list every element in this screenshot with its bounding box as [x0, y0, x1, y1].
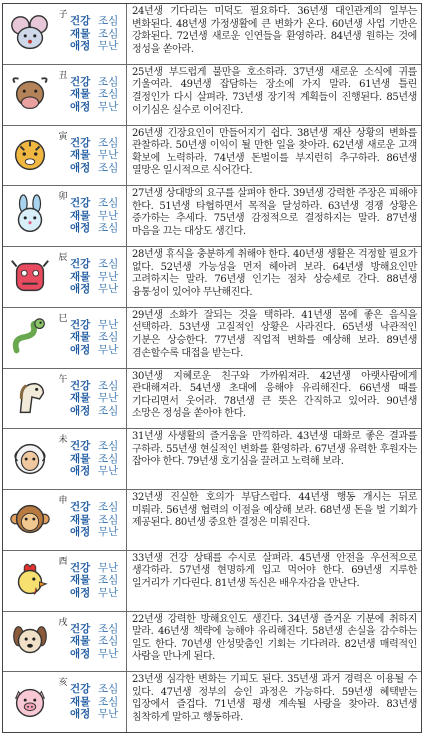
pig-icon	[3, 672, 56, 732]
category-label: 애정	[70, 283, 91, 296]
category-label: 건강	[70, 622, 91, 635]
fortune-row	[3, 369, 421, 430]
category-labels	[70, 490, 98, 550]
category-value: 조심	[98, 88, 119, 101]
category-value: 조심	[98, 136, 119, 149]
category-value: 무난	[98, 209, 119, 222]
fortune-text: 29년생 소화가 잘되는 것을 택하라. 41년생 몸에 좋은 음식을 선택하라. 53년생 고질적인 상황은 사라진다. 65년생 낙관적인 기분은 상승한다. 77년생 직업적 변화를 예상해 보라. 89년생 겸손할수록 대접을 받는다.	[126, 308, 421, 368]
category-label: 애정	[70, 343, 91, 356]
snake-icon	[3, 308, 56, 368]
fortune-text: 31년생 사생활의 즐거움을 만끽하라. 43년생 대화로 좋은 결과를 구하라. 55년생 현실적인 변화를 환영하라. 67년생 유력한 후원자는 잡아야 한다. 79년생 호기심을 끌려고 노력해 보라.	[126, 429, 421, 489]
category-values	[98, 308, 126, 368]
fortune-text: 23년생 심각한 변화는 기피도 된다. 35년생 과거 경력은 이용될 수 있다. 47년생 정부의 승인 과정은 가능하다. 59년생 혜택받는 입장에서 즐겁다. 71년생 평생 계속될 사랑을 찾아라. 83년생 침착하게 말하고 행동하라.	[126, 672, 421, 732]
category-value: 무난	[98, 526, 119, 539]
category-values	[98, 490, 126, 550]
category-label: 애정	[70, 465, 91, 478]
category-label: 애정	[70, 526, 91, 539]
category-label: 애정	[70, 404, 91, 417]
monkey-icon	[3, 490, 56, 550]
category-label: 건강	[70, 258, 91, 271]
horse-icon	[3, 369, 56, 429]
category-label: 재물	[70, 392, 91, 405]
category-value: 무난	[98, 318, 119, 331]
category-label: 건강	[70, 136, 91, 149]
rooster-icon	[3, 551, 56, 611]
fortune-text: 26년생 긴장요인이 만들어지기 쉽다. 38년생 재산 상황의 변화를 관찰하라. 50년생 이익이 될 만한 일을 찾아라. 62년생 새로운 고객 확보에 노력하라. 74년생 돈벌이를 부지런히 추구하라. 86년생 열망은 일시적으로 식어간다.	[126, 126, 421, 186]
category-value: 무난	[98, 270, 119, 283]
category-labels	[70, 369, 98, 429]
category-value: 무난	[98, 343, 119, 356]
fortune-row	[3, 551, 421, 612]
dragon-icon	[3, 247, 56, 307]
category-label: 애정	[70, 161, 91, 174]
category-label: 건강	[70, 197, 91, 210]
zodiac-character: 申	[58, 496, 68, 506]
fortune-row	[3, 308, 421, 369]
fortune-row	[3, 65, 421, 126]
category-values	[98, 672, 126, 732]
fortune-row	[3, 612, 421, 673]
zodiac-character: 未	[58, 435, 68, 446]
category-value: 조심	[98, 197, 119, 210]
category-labels	[70, 308, 98, 368]
category-labels	[70, 4, 98, 64]
fortune-text: 22년생 강력한 방해요인도 생긴다. 34년생 즐거운 기분에 취하지 말라. 46년생 책략에 능해야 유리해진다. 58년생 손실을 감수하는 일도 한다. 70년생 안성맞춤인 기회는 기다려라. 82년생 매력적인 사람을 만나게 된다.	[126, 612, 421, 672]
zodiac-character: 戌	[58, 617, 68, 628]
category-value: 무난	[98, 100, 119, 113]
category-label: 재물	[70, 88, 91, 101]
category-labels	[70, 186, 98, 246]
category-label: 건강	[70, 15, 91, 28]
category-value: 조심	[98, 440, 119, 453]
sheep-icon	[3, 429, 56, 489]
category-value: 조심	[98, 404, 119, 417]
category-values	[98, 612, 126, 672]
category-value: 무난	[98, 149, 119, 162]
fortune-text: 28년생 휴식을 충분하게 취해야 한다. 40년생 생활은 걱정할 필요가 없다. 52년생 가능성을 먼저 헤아려 보라. 64년생 방해요인만 고려하지는 말라. 76년생 인기는 점차 상승세로 간다. 88년생 융통성이 있어야 무난해진다.	[126, 247, 421, 307]
category-value: 무난	[98, 392, 119, 405]
category-value: 조심	[98, 635, 119, 648]
category-values	[98, 369, 126, 429]
fortune-row	[3, 126, 421, 187]
fortune-row	[3, 429, 421, 490]
category-label: 건강	[70, 683, 91, 696]
category-value: 조심	[98, 161, 119, 174]
fortune-text: 24년생 기다리는 미덕도 필요하다. 36년생 대인관계의 일부는 변화된다. 48년생 가정생활에 큰 변화가 온다. 60년생 사업 기반은 강화된다. 72년생 새로운 인연들을 환영하라. 84년생 원하는 것에 정성을 쏟아라.	[126, 4, 421, 64]
fortune-row	[3, 247, 421, 308]
zodiac-character: 辰	[58, 253, 68, 263]
category-label: 건강	[70, 379, 91, 392]
category-label: 애정	[70, 100, 91, 113]
fortune-text: 32년생 진실한 호의가 부담스럽다. 44년생 행동 개시는 뒤로 미뤄라. 56년생 협력의 이점을 예상해 보라. 68년생 돈을 벌 기회가 제공된다. 80년생 중요한 결정은 미뤄진다.	[126, 490, 421, 550]
category-label: 애정	[70, 708, 91, 721]
category-labels	[70, 551, 98, 611]
category-value: 조심	[98, 15, 119, 28]
category-values	[98, 247, 126, 307]
dog-icon	[3, 612, 56, 672]
category-value: 조심	[98, 452, 119, 465]
category-label: 애정	[70, 586, 91, 599]
category-labels	[70, 612, 98, 672]
category-values	[98, 65, 126, 125]
category-label: 재물	[70, 331, 91, 344]
category-value: 조심	[98, 258, 119, 271]
category-label: 재물	[70, 27, 91, 40]
fortune-row	[3, 672, 421, 732]
fortune-table	[2, 3, 422, 733]
category-label: 애정	[70, 647, 91, 660]
fortune-text: 30년생 지혜로운 친구와 가까워져라. 42년생 아랫사람에게 관대해져라. 54년생 초대에 응해야 유리해진다. 66년생 때를 기다리면서 웃어라. 78년생 큰 뜻은 간직하고 있어라. 90년생 소망은 정성을 쏟아야 한다.	[126, 369, 421, 429]
category-value: 조심	[98, 574, 119, 587]
category-label: 건강	[70, 75, 91, 88]
category-value: 조심	[98, 695, 119, 708]
category-label: 재물	[70, 209, 91, 222]
category-value: 조심	[98, 513, 119, 526]
category-values	[98, 551, 126, 611]
category-value: 조심	[98, 75, 119, 88]
category-values	[98, 126, 126, 186]
category-value: 조심	[98, 27, 119, 40]
zodiac-character: 午	[58, 374, 68, 385]
fortune-text: 25년생 부드럽게 불만을 호소하라. 37년생 새로운 소식에 귀를 기울여라. 49년생 잡담하는 장소에 가지 말라. 61년생 틀린 결정인가 다시 살펴라. 73년생 장기적 계획들이 진행된다. 85년생 이기심은 실수로 이어진다.	[126, 65, 421, 125]
category-value: 무난	[98, 465, 119, 478]
category-labels	[70, 672, 98, 732]
fortune-row	[3, 4, 421, 65]
zodiac-character: 酉	[58, 556, 68, 567]
fortune-text: 33년생 건강 상태를 수시로 살펴라. 45년생 안전을 우선적으로 생각하라. 57년생 현명하게 입고 먹어야 한다. 69년생 지루한 일거리가 기다린다. 81년생 독신은 배우자감을 만난다.	[126, 551, 421, 611]
tiger-icon	[3, 126, 56, 186]
fortune-row	[3, 186, 421, 247]
category-value: 무난	[98, 561, 119, 574]
zodiac-character: 亥	[58, 678, 68, 689]
category-labels	[70, 126, 98, 186]
category-labels	[70, 429, 98, 489]
zodiac-character: 巳	[58, 313, 68, 324]
category-label: 재물	[70, 635, 91, 648]
category-label: 건강	[70, 501, 91, 514]
category-value: 무난	[98, 647, 119, 660]
category-value: 무난	[98, 586, 119, 599]
category-value: 무난	[98, 283, 119, 296]
category-label: 건강	[70, 318, 91, 331]
zodiac-character: 丑	[58, 70, 68, 81]
category-value: 조심	[98, 331, 119, 344]
category-value: 무난	[98, 708, 119, 721]
category-label: 건강	[70, 561, 91, 574]
category-values	[98, 4, 126, 64]
category-label: 건강	[70, 440, 91, 453]
category-value: 무난	[98, 40, 119, 53]
category-value: 조심	[98, 622, 119, 635]
zodiac-character: 卯	[58, 192, 68, 203]
rat-icon	[3, 4, 56, 64]
category-label: 재물	[70, 149, 91, 162]
fortune-text: 27년생 상대방의 요구를 살펴야 한다. 39년생 강력한 주장은 피해야 한다. 51년생 타협하면서 목적을 달성하라. 63년생 경쟁 상황은 증가하는 추세다. 75년생 감정적으로 결정하지는 말라. 87년생 마음을 끄는 대상도 생긴다.	[126, 186, 421, 246]
category-label: 재물	[70, 574, 91, 587]
category-label: 애정	[70, 222, 91, 235]
category-labels	[70, 65, 98, 125]
ox-icon	[3, 65, 56, 125]
category-label: 재물	[70, 270, 91, 283]
category-values	[98, 429, 126, 489]
category-label: 재물	[70, 452, 91, 465]
category-value: 조심	[98, 379, 119, 392]
category-value: 조심	[98, 501, 119, 514]
category-label: 재물	[70, 695, 91, 708]
rabbit-icon	[3, 186, 56, 246]
category-values	[98, 186, 126, 246]
zodiac-character: 子	[58, 10, 68, 20]
category-value: 조심	[98, 683, 119, 696]
category-value: 조심	[98, 222, 119, 235]
category-label: 재물	[70, 513, 91, 526]
zodiac-character: 寅	[58, 131, 68, 142]
category-labels	[70, 247, 98, 307]
category-label: 애정	[70, 40, 91, 53]
fortune-row	[3, 490, 421, 551]
